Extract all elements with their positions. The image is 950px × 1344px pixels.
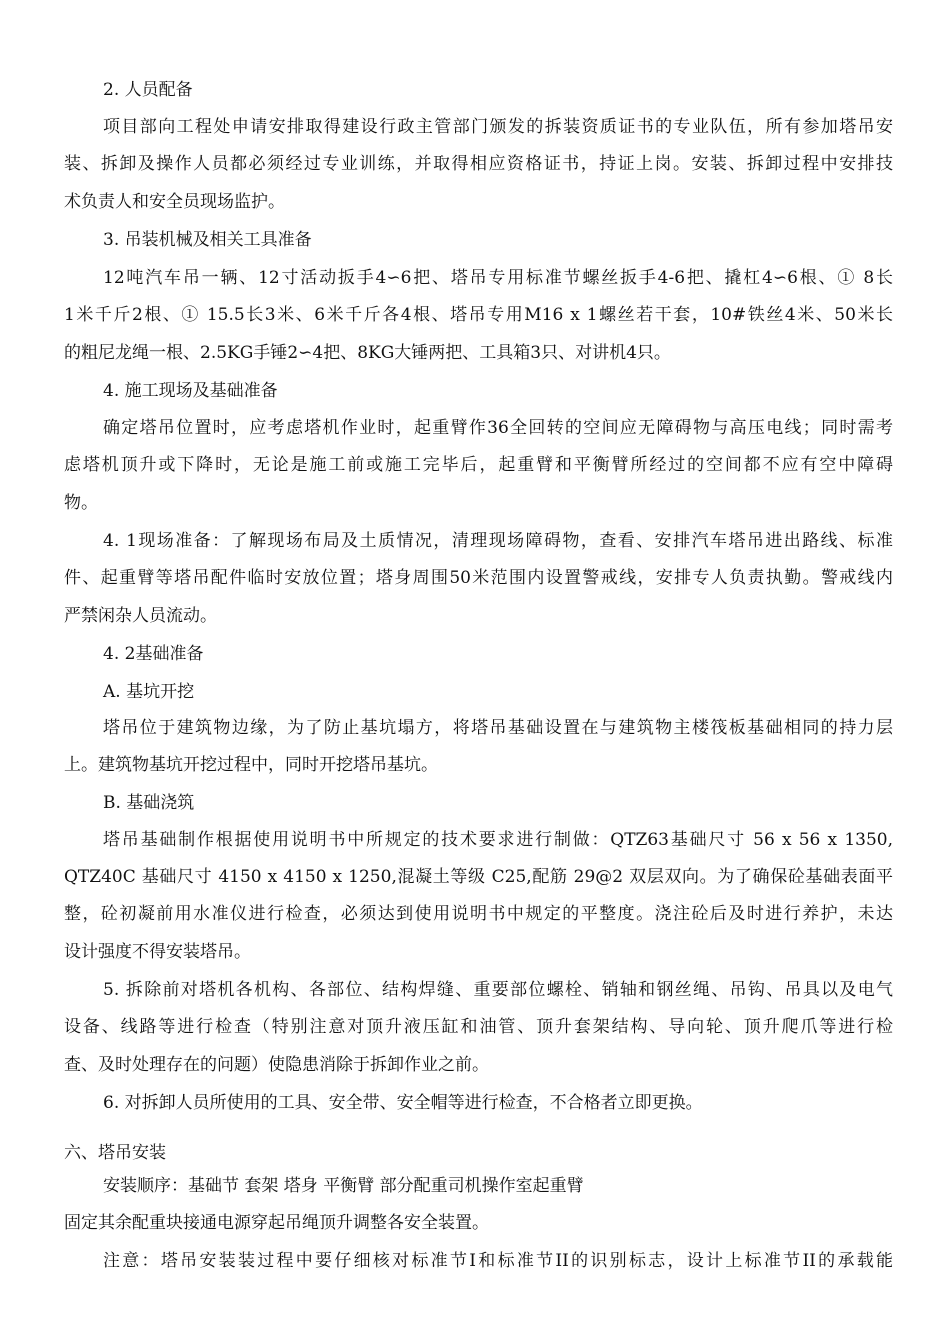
heading-equipment: 3. 吊装机械及相关工具准备 — [103, 230, 312, 250]
paragraph-line: 安装顺序：基础节 套架 塔身 平衡臂 部分配重司机操作室起重臂 — [103, 1176, 584, 1196]
paragraph-line: 6. 对拆卸人员所使用的工具、安全带、安全帽等进行检查，不合格者立即更换。 — [103, 1093, 703, 1113]
paragraph-line: 项目部向工程处申请安排取得建设行政主管部门颁发的拆装资质证书的专业队伍，所有参加塔吊安 — [103, 117, 893, 137]
heading-foundation-prep: 4. 2基础准备 — [103, 644, 204, 664]
paragraph-line: 的粗尼龙绳一根、2.5KG手锤2∽4把、8KG大锤两把、工具箱3只、对讲机4只。 — [64, 343, 671, 363]
section-heading-installation: 六、塔吊安装 — [64, 1143, 166, 1163]
paragraph-line: 注意：塔吊安装装过程中要仔细核对标准节I和标准节II的识别标志，设计上标准节II的承载能 — [103, 1251, 893, 1271]
heading-excavation: A. 基坑开挖 — [103, 682, 195, 702]
paragraph-line: 固定其余配重块接通电源穿起吊绳顶升调整各安全装置。 — [64, 1213, 489, 1233]
paragraph-line: 虑塔机顶升或下降时，无论是施工前或施工完毕后，起重臂和平衡臂所经过的空间都不应有空中障碍 — [64, 455, 893, 475]
paragraph-line: 术负责人和安全员现场监护。 — [64, 192, 285, 212]
paragraph-line: 查、及时处理存在的问题）使隐患消除于拆卸作业之前。 — [64, 1055, 489, 1075]
paragraph-line: 件、起重臂等塔吊配件临时安放位置；塔身周围50米范围内设置警戒线，安排专人负责执勤。警戒线内 — [64, 568, 893, 588]
paragraph-line: 装、拆卸及操作人员都必须经过专业训练，并取得相应资格证书，持证上岗。安装、拆卸过程中安排技 — [64, 154, 893, 174]
paragraph-line: 设备、线路等进行检查（特别注意对顶升液压缸和油管、顶升套架结构、导向轮、顶升爬爪等进行检 — [64, 1017, 893, 1037]
paragraph-line: 严禁闲杂人员流动。 — [64, 606, 217, 626]
paragraph-line: 整，砼初凝前用水准仪进行检查，必须达到使用说明书中规定的平整度。浇注砼后及时进行养护，未达 — [64, 904, 893, 924]
paragraph-line: 塔吊基础制作根据使用说明书中所规定的技术要求进行制做：QTZ63基础尺寸 56 x 56 x 1350, — [103, 830, 893, 850]
paragraph-line: 物。 — [64, 493, 98, 513]
paragraph-line: 上。建筑物基坑开挖过程中，同时开挖塔吊基坑。 — [64, 755, 438, 775]
heading-pouring: B. 基础浇筑 — [103, 793, 195, 813]
paragraph-line: 确定塔吊位置时，应考虑塔机作业时，起重臂作36全回转的空间应无障碍物与高压电线；同时需考 — [103, 418, 893, 438]
paragraph-line: 5. 拆除前对塔机各机构、各部位、结构焊缝、重要部位螺栓、销轴和钢丝绳、吊钩、吊具以及电气 — [103, 980, 893, 1000]
paragraph-line: 1米千斤2根、① 15.5长3米、6米千斤各4根、塔吊专用M16 x 1螺丝若干套，10#铁丝4米、50米长 — [64, 305, 893, 325]
heading-site-foundation: 4. 施工现场及基础准备 — [103, 381, 278, 401]
paragraph-line: 12吨汽车吊一辆、12寸活动扳手4∽6把、塔吊专用标准节螺丝扳手4-6把、撬杠4∽6根、① 8长 — [103, 268, 893, 288]
heading-personnel: 2. 人员配备 — [103, 80, 193, 100]
paragraph-line: 塔吊位于建筑物边缘，为了防止基坑塌方，将塔吊基础设置在与建筑物主楼筏板基础相同的持力层 — [103, 718, 893, 738]
paragraph-line: QTZ40C 基础尺寸 4150 x 4150 x 1250,混凝土等级 C25,配筋 29@2 双层双向。为了确保砼基础表面平 — [64, 867, 893, 887]
paragraph-line: 设计强度不得安装塔吊。 — [64, 942, 251, 962]
paragraph-line: 4. 1现场准备：了解现场布局及土质情况，清理现场障碍物，查看、安排汽车塔吊进出路线、标准 — [103, 531, 893, 551]
